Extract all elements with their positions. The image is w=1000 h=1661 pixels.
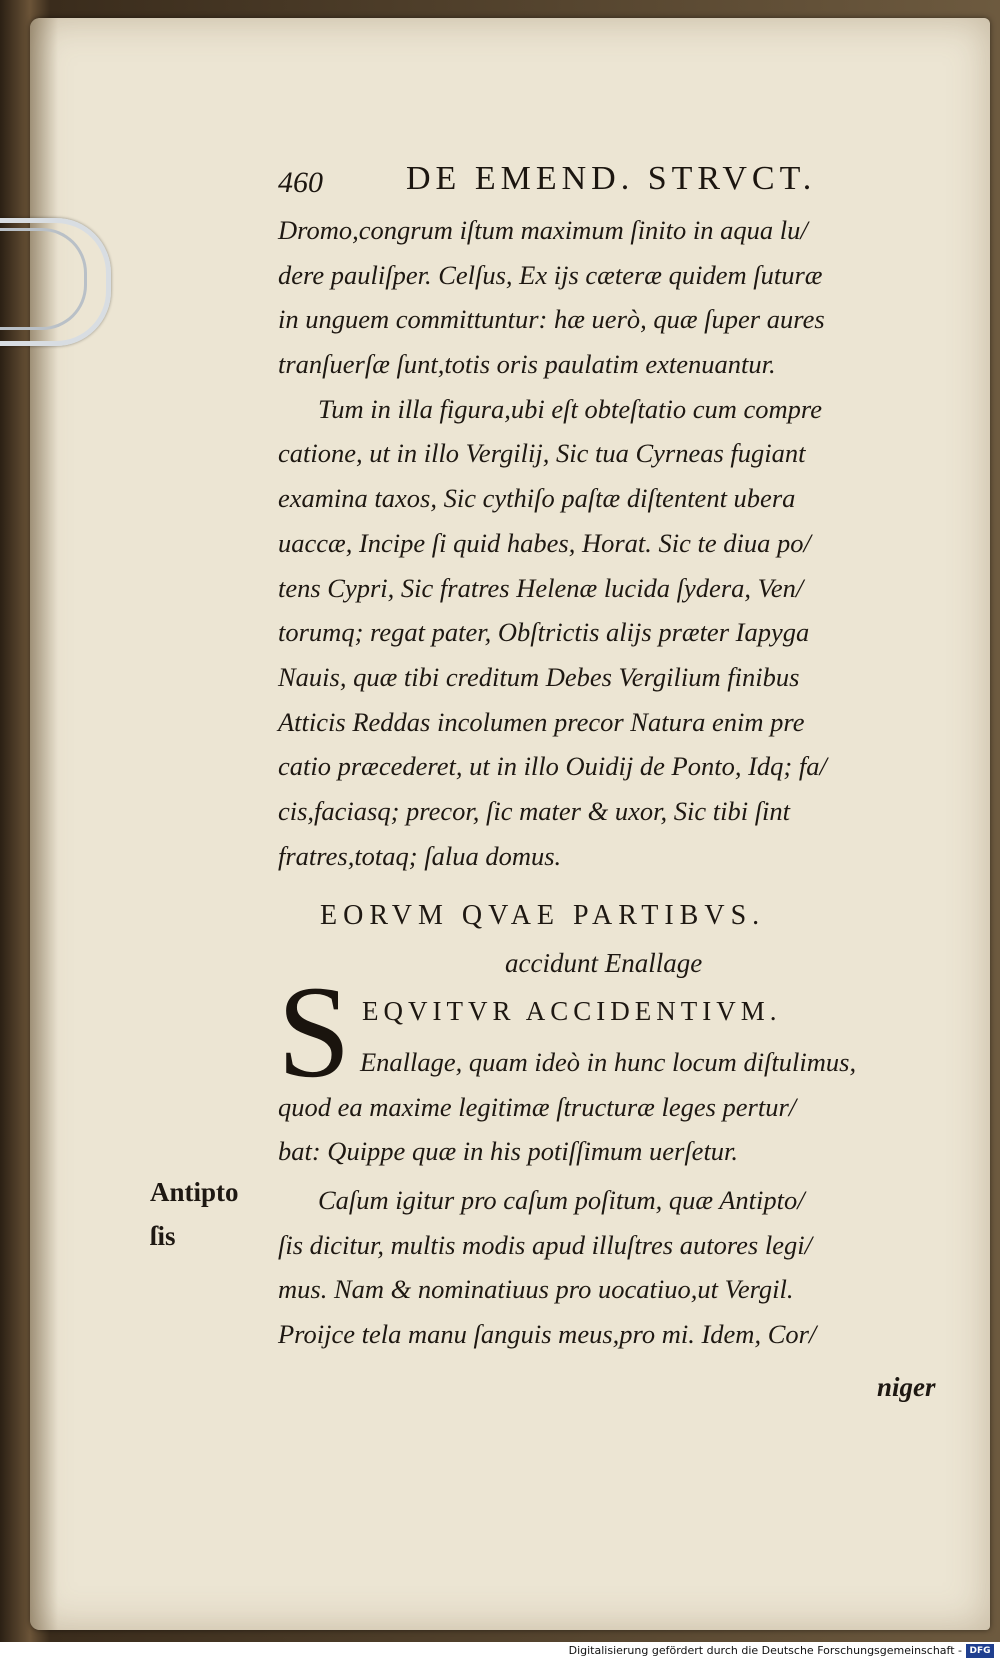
text-line: Dromo,congrum iſtum maximum ſinito in aqua lu/ (278, 215, 808, 245)
text-line: tens Cypri, Sic fratres Helenæ lucida ſydera, Ven/ (278, 572, 804, 603)
text-line: uaccæ, Incipe ſi quid habes, Horat. Sic te diua po/ (278, 527, 811, 558)
footer-credit: Digitalisierung gefördert durch die Deutsche Forschungsgemeinschaft - (568, 1644, 962, 1657)
page-header (278, 160, 898, 206)
antiptosis-paragraph (278, 1178, 958, 1357)
text-line: mus. Nam & nominatiuus pro uocatiuo,ut Vergil. (278, 1274, 794, 1305)
text-line: ſis dicitur, multis modis apud illuſtres autores legi/ (278, 1229, 812, 1260)
text-line: cis,faciasq; precor, ſic mater & uxor, Sic tibi ſint (278, 795, 791, 826)
text-line: examina taxos, Sic cythiſo paſtæ diſtentent ubera (278, 483, 796, 514)
text-line: Atticis Reddas incolumen precor Natura enim pre (278, 706, 805, 737)
text-line: tranſuerſæ ſunt,totis oris paulatim extenuantur. (278, 349, 776, 380)
running-head: DE EMEND. STRVCT. (406, 160, 817, 197)
text-line: fratres,totaq; ſalua domus. (278, 840, 562, 871)
text-line: quod ea maxime legitimæ ſtructuræ leges pertur/ (278, 1091, 797, 1122)
drop-cap-initial: S (277, 958, 351, 1105)
text-line: Enallage, quam ideò in hunc locum diſtulimus, (360, 1047, 857, 1077)
paper-clip-inner-icon (0, 228, 87, 330)
text-line: Nauis, quæ tibi creditum Debes Vergilium finibus (278, 661, 800, 692)
text-line: catione, ut in illo Vergilij, Sic tua Cyrneas fugiant (278, 438, 806, 469)
text-line: catio præcederet, ut in illo Ouidij de Ponto, Idq; fa/ (278, 751, 827, 782)
text-line: in unguem committuntur: hæ uerò, quæ ſuper aures (278, 304, 825, 335)
main-text (278, 208, 958, 878)
text-line: bat: Quippe quæ in his potiſſimum uerſetur. (278, 1136, 739, 1167)
section-title: EORVM QVAE PARTIBVS. (320, 900, 766, 931)
page-number: 460 (278, 166, 323, 199)
caps-opening-line: EQVITVR ACCIDENTIVM. (362, 996, 782, 1026)
catchword: niger (877, 1372, 936, 1402)
text-line: Proijce tela manu ſanguis meus,pro mi. Idem, Cor/ (278, 1319, 817, 1350)
marginal-note-line: Antipto (150, 1177, 239, 1207)
section-subtitle: accidunt Enallage (505, 948, 703, 978)
text-line: Caſum igitur pro caſum poſitum, quæ Antipto/ (318, 1185, 805, 1215)
text-line: dere pauliſper. Celſus, Ex ijs cæteræ quidem ſuturæ (278, 259, 823, 290)
text-line: torumq; regat pater, Obſtrictis alijs præter Iapyga (278, 617, 810, 648)
enallage-paragraph (278, 1040, 958, 1174)
text-line: Tum in illa figura,ubi eſt obteſtatio cum compre (318, 393, 822, 424)
dfg-logo: DFG (966, 1644, 994, 1658)
marginal-note-line: ſis (150, 1221, 176, 1251)
marginal-note (150, 1170, 270, 1258)
